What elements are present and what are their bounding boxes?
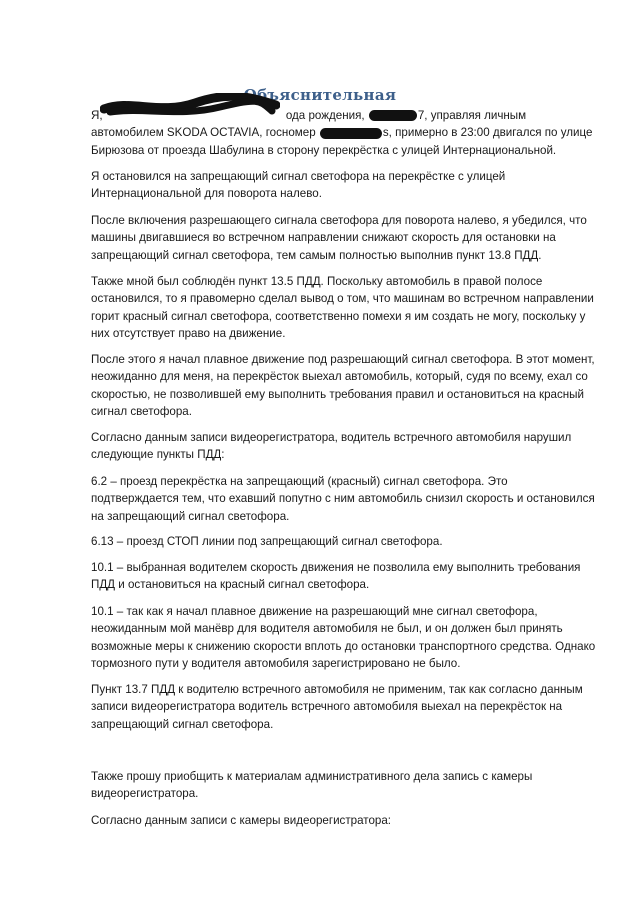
paragraph-10-1-speed: 10.1 – выбранная водителем скорость движения не позволила ему выполнить требования ПДД и остановиться на красный сигнал светофора. <box>91 561 581 592</box>
intro-line-2 <box>91 124 596 141</box>
redacted-date <box>369 110 417 121</box>
paragraph-stop: Я остановился на запрещающий сигнал светофора на перекрёстке с улицей Интернациональной для поворота налево. <box>91 170 506 201</box>
paragraph-left-turn: После включения разрешающего сигнала светофора для поворота налево, я убедился, что машины двигавшиеся во встречном направлении снижают скорость для остановки на запрещающий сигнал светофора, тем самым полностью выполнив пункт 13.8 ПДД. <box>91 214 587 262</box>
paragraph-13-5: Также мной был соблюдён пункт 13.5 ПДД. Поскольку автомобиль в правой полосе остановился, то я правомерно сделал вывод о том, что машинам во встречном направлении горит красный сигнал светофора, соответственно помехи я им создать не могу, поскольку у них отсутствует право на движение. <box>91 275 594 341</box>
intro-text-start: Я, <box>91 109 103 122</box>
intro-text-car: автомобилем SKODA OCTAVIA, госномер <box>91 126 316 140</box>
paragraph-record-data: Согласно данным записи с камеры видеорегистратора: <box>91 814 392 827</box>
paragraph-intro <box>91 107 596 159</box>
paragraph-13-7: Пункт 13.7 ПДД к водителю встречного автомобиля не применим, так как согласно данным записи видеорегистратора водитель встречного автомобиля выехал на перекрёсток на запрещающий сигнал светофора. <box>91 683 583 731</box>
intro-line-1 <box>91 107 596 124</box>
redacted-plate <box>320 128 382 139</box>
paragraph-movement: После этого я начал плавное движение под разрешающий сигнал светофора. В этот момент, неожиданно для меня, на перекрёсток выехал автомобиль, который, судя по всему, ехал со скоростью, не позволившей ему выполнить требования правил и остановиться на красный сигнал светофора. <box>91 353 595 419</box>
intro-text-birth: ода рождения, <box>285 109 365 122</box>
paragraph-6-2: 6.2 – проезд перекрёстка на запрещающий (красный) сигнал светофора. Это подтверждается тем, что ехавший попутно с ним автомобиль снизил скорость и остановился на запрещающий сигнал светофора. <box>91 475 595 523</box>
paragraph-6-13: 6.13 – проезд СТОП линии под запрещающий сигнал светофора. <box>91 535 443 548</box>
document-title: Объяснительная <box>243 86 397 104</box>
paragraph-attach-request: Также прошу приобщить к материалам административного дела запись с камеры видеорегистратора. <box>91 770 533 801</box>
paragraph-10-1-maneuver: 10.1 – так как я начал плавное движение на разрешающий мне сигнал светофора, неожиданным мой манёвр для водителя автомобиля не был, и он должен был принять возможные меры к снижению скорости вплоть до остановки транспортного средства. Однако тормозного пути у водителя автомобиля зарегистрировано не было. <box>91 605 596 671</box>
intro-text-driving: 7, управляя личным <box>417 109 527 122</box>
paragraph-violations: Согласно данным записи видеорегистратора, водитель встречного автомобиля нарушил следующие пункты ПДД: <box>91 431 572 462</box>
intro-text-time: s, примерно в 23:00 двигался по улице <box>382 126 593 140</box>
intro-line-3: Бирюзова от проезда Шабулина в сторону перекрёстка с улицей Интернациональной. <box>91 143 557 157</box>
